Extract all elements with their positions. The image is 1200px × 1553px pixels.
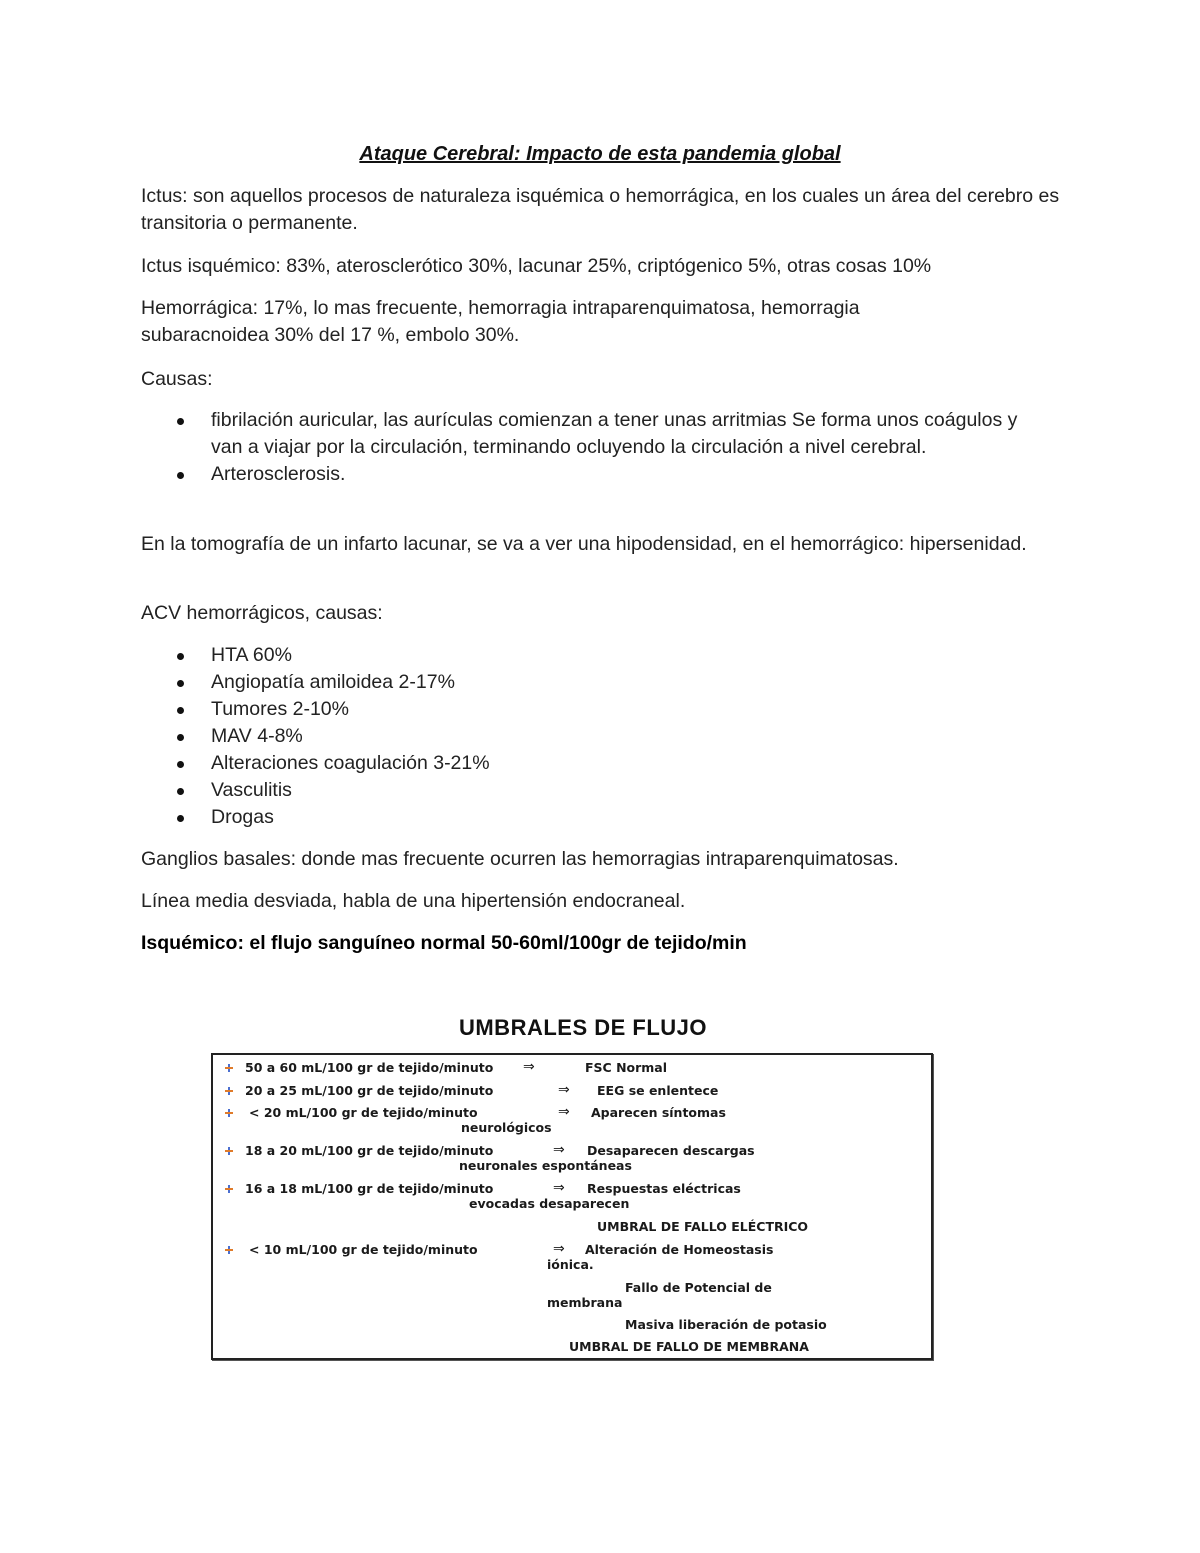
paragraph-ictus-isquemico: Ictus isquémico: 83%, aterosclerótico 30%, lacunar 25%, criptógenico 5%, otras cosas 10%	[141, 255, 932, 277]
umbrales-figure	[211, 1053, 933, 1360]
row-effect: Desaparecen descargas	[587, 1143, 755, 1158]
figure-title: UMBRALES DE FLUJO	[458, 1015, 708, 1040]
arrow-icon: ⇒	[553, 1241, 565, 1257]
list-item: Alteraciones coagulación 3-21%	[141, 750, 1041, 777]
bullet-icon	[225, 1064, 233, 1072]
bullet-icon	[225, 1109, 233, 1117]
list-item: MAV 4-8%	[141, 723, 1041, 750]
row-effect: Alteración de Homeostasis	[585, 1242, 774, 1257]
page-title: Ataque Cerebral: Impacto de esta pandemia global	[359, 143, 841, 165]
row-effect-continued: neurológicos	[461, 1120, 552, 1135]
arrow-icon: ⇒	[558, 1082, 570, 1098]
paragraph-acv-heading: ACV hemorrágicos, causas:	[141, 602, 383, 624]
arrow-icon: ⇒	[553, 1142, 565, 1158]
row-flow-value: 50 a 60 mL/100 gr de tejido/minuto	[245, 1060, 494, 1075]
row-flow-value: < 10 mL/100 gr de tejido/minuto	[249, 1242, 478, 1257]
list-item: fibrilación auricular, las aurículas comienzan a tener unas arritmias Se forma unos coágulos y van a viajar por la circulación, terminando ocluyendo la circulación a nivel cerebral.	[141, 407, 1041, 461]
umbral-fallo-membrana: UMBRAL DE FALLO DE MEMBRANA	[569, 1339, 809, 1354]
row-effect: Respuestas eléctricas	[587, 1181, 741, 1196]
list-item: Drogas	[141, 804, 1041, 831]
bullet-icon	[225, 1185, 233, 1193]
list-item: Arterosclerosis.	[141, 461, 1041, 488]
paragraph-causas-heading: Causas:	[141, 368, 213, 390]
paragraph-isquemico-flujo: Isquémico: el flujo sanguíneo normal 50-60ml/100gr de tejido/min	[141, 932, 747, 954]
arrow-icon: ⇒	[553, 1180, 565, 1196]
row-effect: FSC Normal	[585, 1060, 668, 1075]
paragraph-hemorragica: Hemorrágica: 17%, lo mas frecuente, hemorragia intraparenquimatosa, hemorragia subaracnoidea 30% del 17 %, embolo 30%.	[141, 297, 860, 346]
row-effect-continued: evocadas desaparecen	[469, 1196, 630, 1211]
row-effect: Aparecen síntomas	[591, 1105, 726, 1120]
arrow-icon: ⇒	[558, 1104, 570, 1120]
list-item: HTA 60%	[141, 642, 1041, 669]
acv-causas-list	[141, 642, 1041, 831]
list-item: Vasculitis	[141, 777, 1041, 804]
liberacion-potasio: Masiva liberación de potasio	[625, 1317, 827, 1332]
row-effect-continued: neuronales espontáneas	[459, 1158, 632, 1173]
row-flow-value: 16 a 18 mL/100 gr de tejido/minuto	[245, 1181, 494, 1196]
row-flow-value: 18 a 20 mL/100 gr de tejido/minuto	[245, 1143, 494, 1158]
bullet-icon	[225, 1087, 233, 1095]
paragraph-tomografia: En la tomografía de un infarto lacunar, se va a ver una hipodensidad, en el hemorrágico: hipersenidad.	[141, 533, 1027, 555]
bullet-icon	[225, 1246, 233, 1254]
row-effect-continued: iónica.	[547, 1257, 594, 1272]
paragraph-linea-media: Línea media desviada, habla de una hipertensión endocraneal.	[141, 890, 686, 912]
umbral-fallo-electrico: UMBRAL DE FALLO ELÉCTRICO	[597, 1219, 809, 1234]
bullet-icon	[225, 1147, 233, 1155]
row-effect: EEG se enlentece	[597, 1083, 719, 1098]
list-item: Angiopatía amiloidea 2-17%	[141, 669, 1041, 696]
fallo-potencial: Fallo de Potencial de	[625, 1280, 772, 1295]
paragraph-ganglios: Ganglios basales: donde mas frecuente ocurren las hemorragias intraparenquimatosas.	[141, 848, 899, 870]
arrow-icon: ⇒	[523, 1059, 535, 1075]
row-flow-value: 20 a 25 mL/100 gr de tejido/minuto	[245, 1083, 494, 1098]
paragraph-ictus-definition: Ictus: son aquellos procesos de naturaleza isquémica o hemorrágica, en los cuales un área del cerebro es transitoria o permanente.	[141, 185, 1060, 234]
row-flow-value: < 20 mL/100 gr de tejido/minuto	[249, 1105, 478, 1120]
causas-list	[141, 407, 1041, 488]
list-item: Tumores 2-10%	[141, 696, 1041, 723]
fallo-potencial-continued: membrana	[547, 1295, 623, 1310]
